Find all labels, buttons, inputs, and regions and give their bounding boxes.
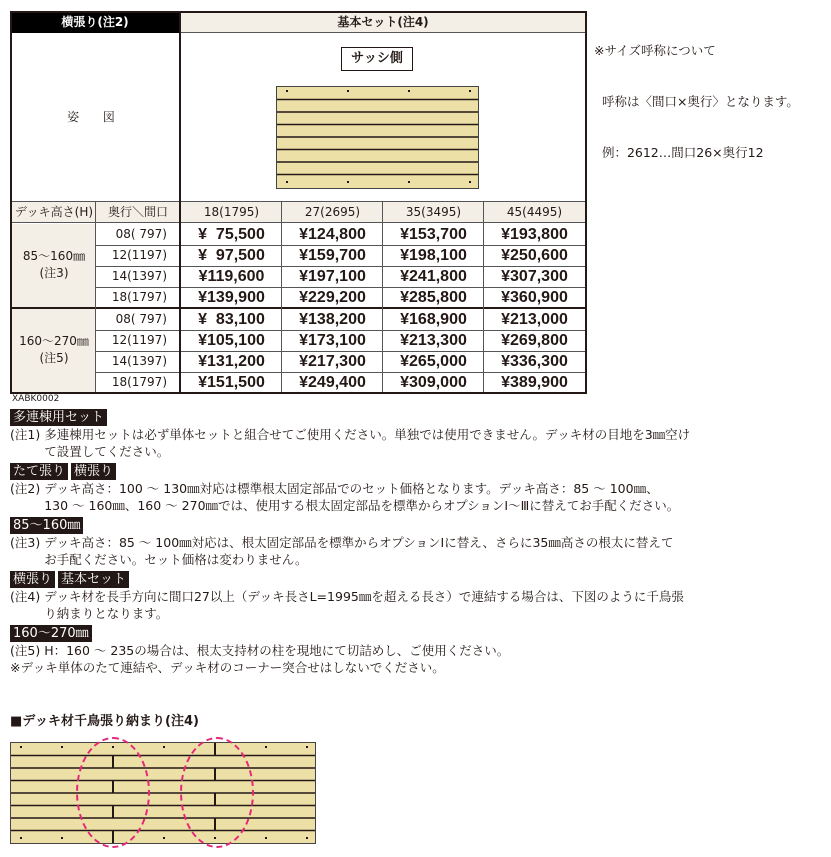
note-5 (10, 642, 825, 659)
deck-figure-staggered (10, 742, 316, 844)
note-tag: 基本セット (58, 571, 129, 588)
price-cell: ¥198,100 (400, 247, 467, 264)
row-divider (96, 287, 586, 288)
col-divider (281, 201, 282, 394)
depth-label: 12(1197) (111, 333, 167, 347)
col-divider (382, 201, 383, 394)
side-note-line: 呼称は〈間口×奥行〉となります。 (594, 94, 799, 109)
col-divider (179, 11, 181, 394)
note-tag: たて張り (10, 463, 68, 480)
price-cell: ¥151,500 (198, 374, 265, 391)
col-header-18: 18(1795) (203, 205, 260, 219)
price-cell: ¥389,900 (501, 374, 568, 391)
price-cell: ¥168,900 (400, 311, 467, 328)
height-range-label: 85〜160㎜ (22, 249, 86, 263)
note-tags (10, 624, 825, 642)
note-tags (10, 462, 825, 480)
price-cell: ¥229,200 (299, 289, 366, 306)
price-cell: ¥119,600 (198, 268, 265, 285)
product-code: XABK0002 (12, 394, 60, 404)
group-label-160-270 (12, 309, 96, 393)
price-cell: ¥217,300 (299, 353, 366, 370)
price-cell: ¥336,300 (501, 353, 568, 370)
note-label: (注4) (10, 589, 45, 604)
price-cell: ¥197,100 (299, 268, 366, 285)
figure-label: 姿 図 (67, 110, 125, 124)
note-tag: 多連棟用セット (10, 409, 107, 426)
deck-boards-icon (277, 87, 478, 188)
header-basic-set: 基本セット(注4) (180, 11, 586, 33)
side-note-line: 例：2612…間口26×奥行12 (594, 145, 764, 160)
col-header-deck-height: デッキ高さ(H) (14, 205, 94, 219)
price-cell: ¥309,000 (400, 374, 467, 391)
price-cell: ¥265,000 (400, 353, 467, 370)
price-cell: ¥213,300 (400, 332, 467, 349)
note-tag: 横張り (10, 571, 55, 588)
size-naming-note (594, 8, 799, 178)
col-divider (483, 201, 484, 394)
note-1 (10, 426, 825, 460)
col-header-depth-width: 奥行＼間口 (107, 205, 168, 219)
price-cell: ¥ 75,500 (198, 226, 265, 243)
depth-label: 08( 797) (115, 227, 167, 241)
note-4 (10, 588, 825, 622)
note-text: り納まりとなります。 (44, 606, 169, 621)
joint-highlight-circle (180, 737, 254, 848)
note-tags (10, 408, 825, 426)
note-tag: 85〜160㎜ (10, 517, 83, 534)
price-cell: ¥307,300 (501, 268, 568, 285)
notes-section (10, 407, 825, 676)
note-text: 多連棟用セットは必ず単体セットと組合せてご使用ください。単独では使用できません。デッキ材の目地を3㎜空け (44, 427, 691, 442)
row-divider (96, 330, 586, 331)
price-cell: ¥138,200 (299, 311, 366, 328)
price-cell: ¥105,100 (198, 332, 265, 349)
row-divider (96, 266, 586, 267)
row-divider (96, 245, 586, 246)
note-text: デッキ高さ：100 〜 130㎜対応は標準根太固定部品でのセット価格となります。デッキ高さ：85 〜 100㎜、 (44, 481, 659, 496)
side-note-line: ※サイズ呼称について (594, 43, 716, 58)
price-cell: ¥269,800 (501, 332, 568, 349)
note-text: 130 〜 160㎜、160 〜 270㎜では、使用する根太固定部品を標準からオプションⅠ〜Ⅲに替えてお手配ください。 (44, 498, 680, 513)
price-cell: ¥ 97,500 (198, 247, 265, 264)
col-header-35: 35(3495) (405, 205, 462, 219)
col-header-27: 27(2695) (304, 205, 361, 219)
note-text: H：160 〜 235の場合は、根太支持材の柱を現地にて切詰めし、ご使用ください。 (44, 643, 510, 658)
joint-highlight-circle (76, 737, 150, 848)
price-cell: ¥159,700 (299, 247, 366, 264)
height-note-label: (注3) (39, 266, 69, 280)
price-cell: ¥131,200 (198, 353, 265, 370)
note-label: (注2) (10, 481, 45, 496)
price-cell: ¥193,800 (501, 226, 568, 243)
note-tags (10, 570, 825, 588)
col-header-45: 45(4495) (506, 205, 563, 219)
header-yokobari: 横張り(注2) (10, 11, 180, 33)
note-tag: 横張り (71, 463, 116, 480)
note-tags (10, 516, 825, 534)
depth-label: 12(1197) (111, 248, 167, 262)
depth-label: 14(1397) (111, 354, 167, 368)
staggered-boards-icon (11, 743, 315, 843)
price-cell: ¥153,700 (400, 226, 467, 243)
row-divider (96, 372, 586, 373)
price-cell: ¥360,900 (501, 289, 568, 306)
footnote: ※デッキ単体のたて連結や、デッキ材のコーナー突合せはしないでください。 (10, 660, 445, 675)
price-cell: ¥173,100 (299, 332, 366, 349)
note-text: て設置してください。 (44, 444, 170, 459)
depth-label: 14(1397) (111, 269, 167, 283)
depth-label: 18(1797) (111, 290, 167, 304)
note-label: (注3) (10, 535, 45, 550)
note-text: お手配ください。セット価格は変わりません。 (44, 552, 308, 567)
note-2 (10, 480, 825, 514)
group-label-85-160 (12, 224, 96, 308)
note-text: デッキ高さ：85 〜 100㎜対応は、根太固定部品を標準からオプションⅠに替え、さらに35㎜高さの根太に替えて (44, 535, 674, 550)
price-cell: ¥213,000 (501, 311, 568, 328)
note-label: (注5) (10, 643, 45, 658)
col-divider (95, 201, 96, 394)
sash-side-label: サッシ側 (341, 47, 413, 71)
row-divider (96, 351, 586, 352)
price-cell: ¥241,800 (400, 268, 467, 285)
note-text: デッキ材を長手方向に間口27以上（デッキ長さL=1995㎜を超える長さ）で連結する場合は、下図のように千鳥張 (44, 589, 684, 604)
price-cell: ¥249,400 (299, 374, 366, 391)
price-cell: ¥124,800 (299, 226, 366, 243)
price-cell: ¥139,900 (198, 289, 265, 306)
note-3 (10, 534, 825, 568)
depth-label: 18(1797) (111, 375, 167, 389)
note-tag: 160〜270㎜ (10, 625, 92, 642)
height-range-label: 160〜270㎜ (19, 334, 89, 348)
note-label: (注1) (10, 427, 45, 442)
price-cell: ¥250,600 (501, 247, 568, 264)
height-note-label: (注5) (39, 351, 69, 365)
group-divider (12, 307, 586, 309)
depth-label: 08( 797) (115, 312, 167, 326)
section-title: ■デッキ材千鳥張り納まり(注4) (10, 714, 199, 729)
deck-figure-top (276, 86, 479, 189)
price-cell: ¥ 83,100 (198, 311, 265, 328)
price-cell: ¥285,800 (400, 289, 467, 306)
